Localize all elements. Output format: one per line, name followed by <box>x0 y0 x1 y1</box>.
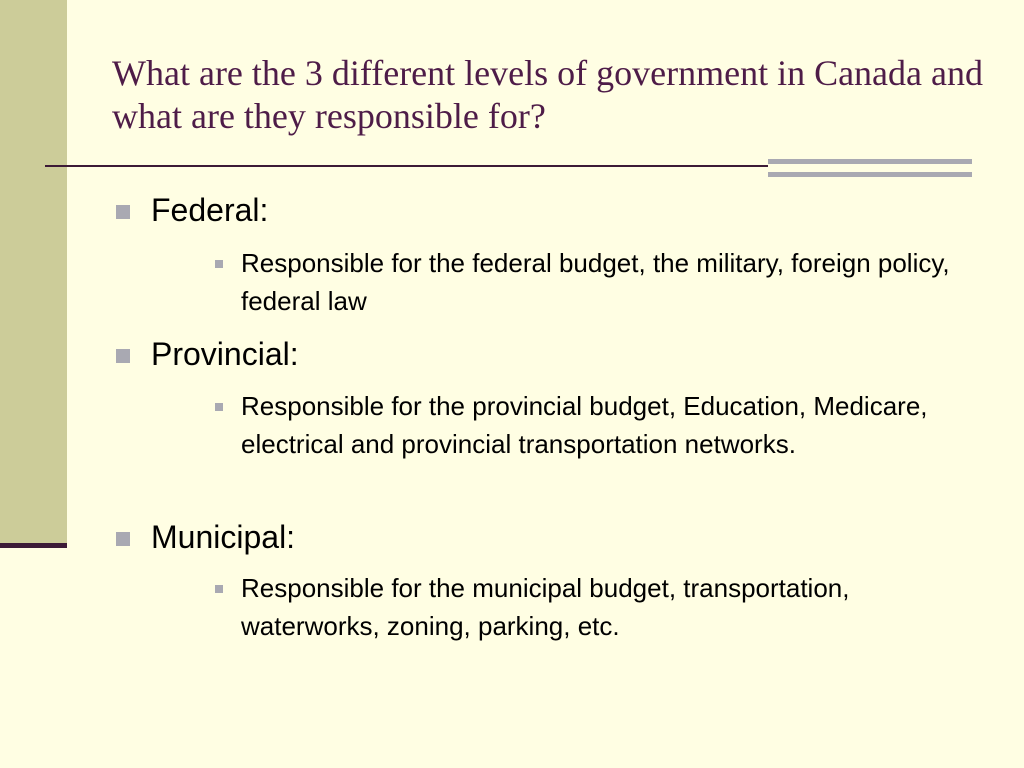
small-square-bullet-icon <box>215 403 223 411</box>
level-detail-provincial: Responsible for the provincial budget, Education, Medicare, electrical and provincial transportation networks. <box>241 391 928 459</box>
level-detail-municipal: Responsible for the municipal budget, transportation, waterworks, zoning, parking, etc. <box>241 573 850 641</box>
level-heading-municipal: Municipal: <box>151 519 296 555</box>
level-heading-provincial: Provincial: <box>151 336 299 372</box>
small-square-bullet-icon <box>215 260 223 268</box>
square-bullet-icon <box>116 205 130 219</box>
level-heading-federal: Federal: <box>151 192 269 228</box>
small-square-bullet-icon <box>215 585 223 593</box>
square-bullet-icon <box>116 532 130 546</box>
level-detail-federal: Responsible for the federal budget, the military, foreign policy, federal law <box>241 248 950 316</box>
slide-title: What are the 3 different levels of government in Canada and what are they responsible for? <box>112 53 983 136</box>
square-bullet-icon <box>116 349 130 363</box>
